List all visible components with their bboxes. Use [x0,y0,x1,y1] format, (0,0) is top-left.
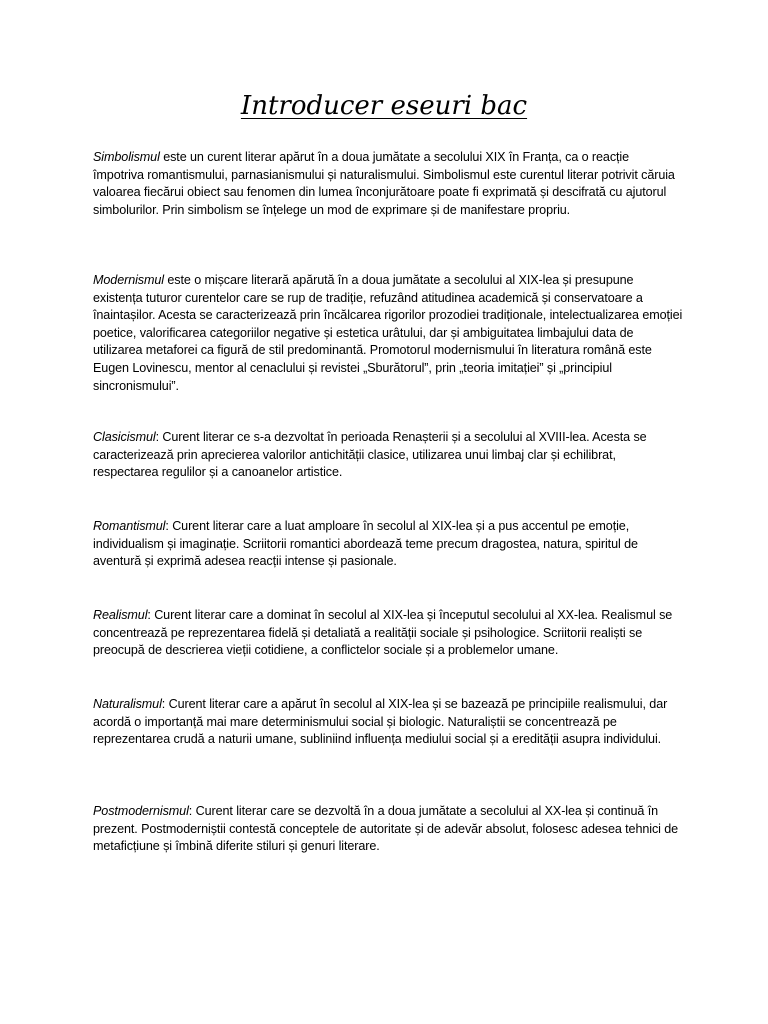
section-postmodernismul [93,803,683,856]
section-romantismul [93,518,683,571]
section-term: Simbolismul [93,150,160,164]
section-text: este un curent literar apărut în a doua jumătate a secolului XIX în Franța, ca o reacție împotriva romantismului, parnasianismului și naturalismului. Simbolismul este curentul literar potrivit căruia valoarea fiecărui obiect sau fenomen din lumea înconjurătoare poate fi exprimată și descifrată cu ajutorul simbolurilor. Prin simbolism se înțelege un mod de exprimare și de manifestare propriu. [93,150,675,217]
section-text: este o mișcare literară apărută în a doua jumătate a secolului al XIX-lea și presupune existența tuturor curentelor care se rup de tradiție, refuzând atitudinea academică și conservatoare a înaintașilor. Acesta se caracterizează prin încălcarea rigorilor prozodiei tradiționale, intelectualizarea emoției poetice, valorificarea categoriilor negative și estetica urâtului, dar și ambiguitatea limbajului data de utilizarea metaforei ca figură de stil predominantă. Promotorul modernismului în literatura română este Eugen Lovinescu, mentor al cenaclului și revistei „Sburătorul”, prin „teoria imitației” și „principiul sincronismului”. [93,273,683,393]
section-term: Postmodernismul [93,804,189,818]
document-title [0,86,768,126]
section-text: : Curent literar ce s-a dezvoltat în perioada Renașterii și a secolului al XVIII-lea. Acesta se caracterizează prin aprecierea valorilor antichității clasice, utilizarea unui limbaj clar și echilibrat, respectarea regulilor și a canoanelor artistice. [93,430,647,480]
document-title-text: Introducer eseuri bac [240,91,528,121]
section-realismul [93,607,683,660]
section-clasicismul [93,429,683,482]
section-text: : Curent literar care se dezvoltă în a doua jumătate a secolului al XX-lea și continuă în prezent. Postmoderniștii contestă conceptele de autoritate și de adevăr absolut, folosesc adesea tehnici de metaficțiune și îmbină diferite stiluri și genuri literare. [93,804,679,854]
section-naturalismul [93,696,683,749]
section-text: : Curent literar care a luat amploare în secolul al XIX-lea și a pus accentul pe emoție, individualism și imaginație. Scriitorii romantici abordează teme precum dragostea, natura, spiritul de aventură și exprimă adesea reacții intense și pasionale. [93,519,638,569]
section-simbolismul [93,149,683,219]
section-text: : Curent literar care a apărut în secolul al XIX-lea și se bazează pe principiile realismului, dar acordă o importanță mai mare determinismului social și biologic. Naturaliștii se concentrează pe reprezentarea crudă a naturii umane, subliniind influența mediului social și a eredității asupra individului. [93,697,668,747]
section-term: Realismul [93,608,148,622]
section-term: Clasicismul [93,430,156,444]
section-term: Modernismul [93,273,164,287]
section-term: Naturalismul [93,697,162,711]
section-modernismul [93,272,683,395]
section-text: : Curent literar care a dominat în secolul al XIX-lea și începutul secolului al XX-lea. Realismul se concentrează pe reprezentarea fidelă și detaliată a realității sociale și psihologice. Scriitorii realiști se preocupă de descrierea vieții cotidiene, a conflictelor sociale și a problemelor umane. [93,608,673,658]
section-term: Romantismul [93,519,166,533]
